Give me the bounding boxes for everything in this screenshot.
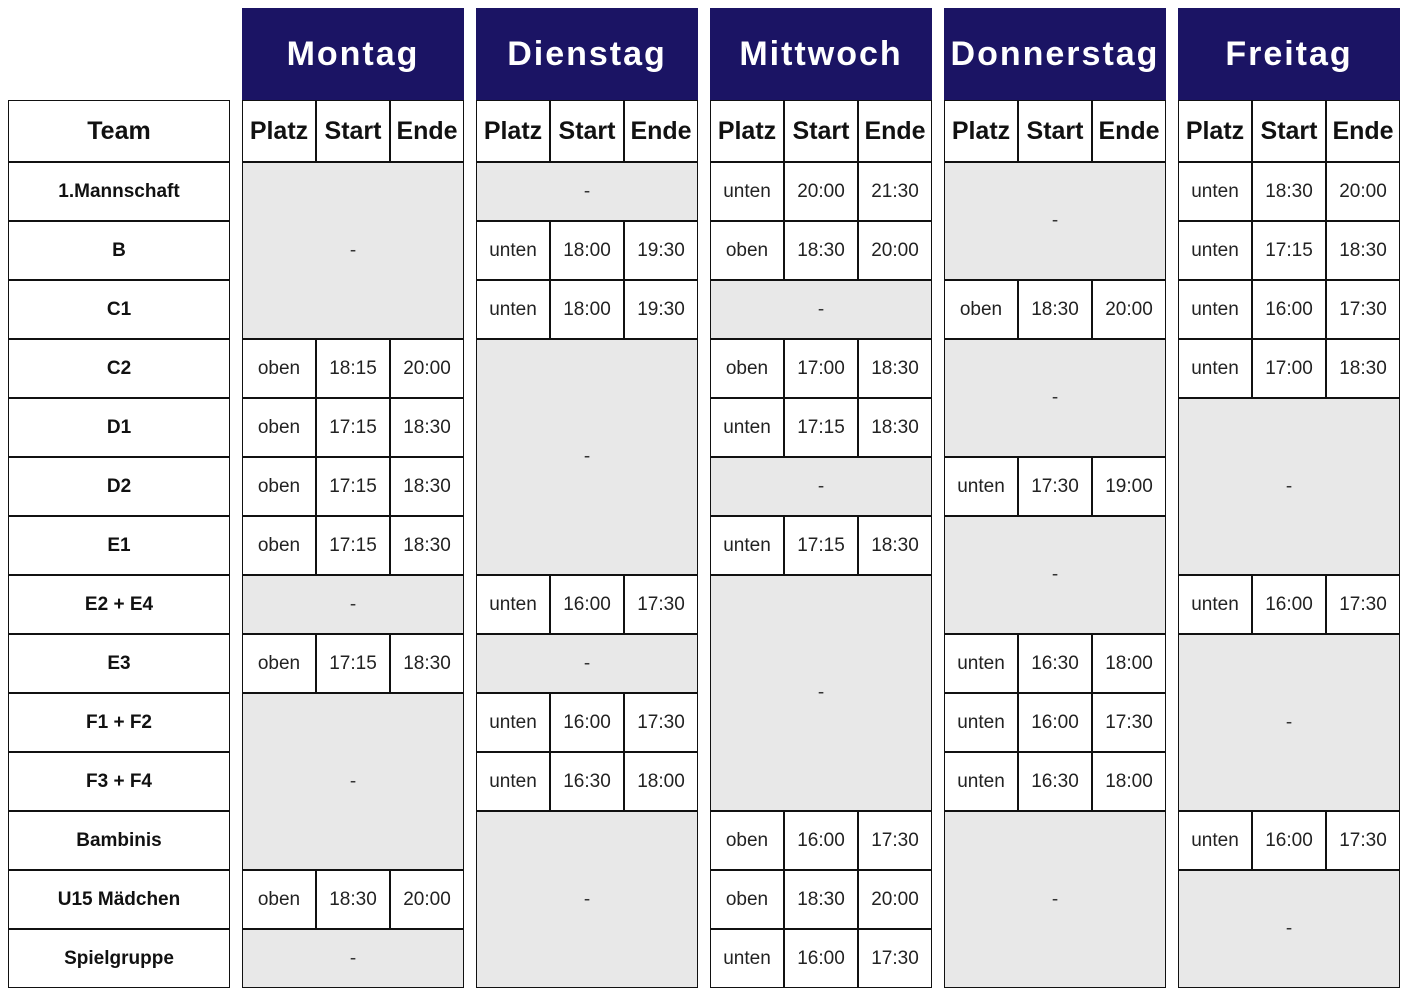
column-gap <box>464 634 476 693</box>
column-gap <box>698 398 710 457</box>
column-gap <box>464 516 476 575</box>
sub-header-start-freitag: Start <box>1252 100 1326 162</box>
sub-header-start-dienstag: Start <box>550 100 624 162</box>
column-gap <box>230 752 242 811</box>
ende-cell: 18:30 <box>858 339 932 398</box>
platz-cell: oben <box>710 339 784 398</box>
sub-header-platz-dienstag: Platz <box>476 100 550 162</box>
column-gap <box>1166 457 1178 516</box>
team-name-cell: F3 + F4 <box>8 752 230 811</box>
platz-cell: unten <box>710 516 784 575</box>
day-header-freitag: Freitag <box>1178 8 1400 100</box>
column-gap <box>1166 398 1178 457</box>
column-gap <box>464 162 476 221</box>
platz-cell: oben <box>242 457 316 516</box>
start-cell: 17:15 <box>316 457 390 516</box>
column-gap <box>698 634 710 693</box>
column-gap <box>698 221 710 280</box>
platz-cell: unten <box>476 280 550 339</box>
ende-cell: 21:30 <box>858 162 932 221</box>
platz-cell: oben <box>710 870 784 929</box>
ende-cell: 18:30 <box>390 634 464 693</box>
column-gap <box>698 280 710 339</box>
column-gap <box>932 516 944 575</box>
column-gap <box>464 280 476 339</box>
platz-cell: unten <box>476 221 550 280</box>
start-cell: 16:30 <box>1018 634 1092 693</box>
start-cell: 16:30 <box>550 752 624 811</box>
column-gap <box>1166 870 1178 929</box>
team-name-cell: D1 <box>8 398 230 457</box>
empty-slot-cell: - <box>944 811 1166 988</box>
column-gap <box>932 8 944 100</box>
start-cell: 17:15 <box>1252 221 1326 280</box>
empty-slot-cell: - <box>710 457 932 516</box>
ende-cell: 19:00 <box>1092 457 1166 516</box>
column-gap <box>230 162 242 221</box>
ende-cell: 20:00 <box>1092 280 1166 339</box>
column-gap <box>1166 162 1178 221</box>
empty-slot-cell: - <box>710 280 932 339</box>
column-gap <box>230 280 242 339</box>
column-gap <box>230 929 242 988</box>
start-cell: 16:00 <box>1252 811 1326 870</box>
start-cell: 16:00 <box>1252 575 1326 634</box>
ende-cell: 17:30 <box>1326 575 1400 634</box>
sub-header-ende-dienstag: Ende <box>624 100 698 162</box>
table-row <box>8 870 1400 929</box>
start-cell: 18:30 <box>316 870 390 929</box>
column-gap <box>464 100 476 162</box>
sub-header-start-donnerstag: Start <box>1018 100 1092 162</box>
ende-cell: 20:00 <box>858 221 932 280</box>
column-gap <box>932 280 944 339</box>
start-cell: 17:15 <box>316 634 390 693</box>
column-gap <box>464 221 476 280</box>
column-gap <box>1166 516 1178 575</box>
platz-cell: oben <box>242 516 316 575</box>
platz-cell: unten <box>710 929 784 988</box>
day-header-donnerstag: Donnerstag <box>944 8 1166 100</box>
ende-cell: 18:30 <box>390 516 464 575</box>
column-gap <box>698 870 710 929</box>
table-row <box>8 339 1400 398</box>
column-gap <box>230 100 242 162</box>
column-gap <box>1166 575 1178 634</box>
platz-cell: unten <box>1178 280 1252 339</box>
team-name-cell: E1 <box>8 516 230 575</box>
start-cell: 17:00 <box>1252 339 1326 398</box>
column-gap <box>698 575 710 634</box>
column-gap <box>932 870 944 929</box>
empty-slot-cell: - <box>944 516 1166 634</box>
column-gap <box>230 811 242 870</box>
ende-cell: 18:30 <box>858 516 932 575</box>
start-cell: 17:30 <box>1018 457 1092 516</box>
training-schedule-table <box>8 8 1400 988</box>
column-gap <box>1166 929 1178 988</box>
column-gap <box>932 575 944 634</box>
column-gap <box>464 8 476 100</box>
team-name-cell: C2 <box>8 339 230 398</box>
column-gap <box>464 929 476 988</box>
ende-cell: 19:30 <box>624 280 698 339</box>
sub-header-ende-montag: Ende <box>390 100 464 162</box>
empty-slot-cell: - <box>1178 398 1400 575</box>
table-row <box>8 162 1400 221</box>
empty-slot-cell: - <box>476 634 698 693</box>
start-cell: 17:15 <box>316 398 390 457</box>
ende-cell: 17:30 <box>624 693 698 752</box>
team-name-cell: 1.Mannschaft <box>8 162 230 221</box>
column-gap <box>464 693 476 752</box>
empty-slot-cell: - <box>710 575 932 811</box>
sub-header-platz-freitag: Platz <box>1178 100 1252 162</box>
team-name-cell: U15 Mädchen <box>8 870 230 929</box>
ende-cell: 17:30 <box>858 929 932 988</box>
empty-slot-cell: - <box>476 162 698 221</box>
column-gap <box>464 870 476 929</box>
column-gap <box>1166 8 1178 100</box>
team-name-cell: Bambinis <box>8 811 230 870</box>
platz-cell: unten <box>944 693 1018 752</box>
empty-slot-cell: - <box>242 693 464 870</box>
column-gap <box>932 398 944 457</box>
ende-cell: 18:00 <box>1092 634 1166 693</box>
sub-header-start-mittwoch: Start <box>784 100 858 162</box>
platz-cell: unten <box>710 162 784 221</box>
team-name-cell: C1 <box>8 280 230 339</box>
column-gap <box>1166 339 1178 398</box>
ende-cell: 18:30 <box>390 457 464 516</box>
column-gap <box>932 752 944 811</box>
ende-cell: 17:30 <box>1326 280 1400 339</box>
platz-cell: oben <box>944 280 1018 339</box>
start-cell: 18:00 <box>550 221 624 280</box>
column-gap <box>1166 752 1178 811</box>
start-cell: 16:00 <box>550 693 624 752</box>
platz-cell: unten <box>1178 811 1252 870</box>
column-gap <box>230 693 242 752</box>
column-gap <box>230 870 242 929</box>
platz-cell: oben <box>242 634 316 693</box>
column-gap <box>230 398 242 457</box>
ende-cell: 18:30 <box>858 398 932 457</box>
sub-header-row <box>8 100 1400 162</box>
empty-slot-cell: - <box>944 162 1166 280</box>
column-gap <box>230 634 242 693</box>
column-gap <box>698 516 710 575</box>
empty-slot-cell: - <box>242 575 464 634</box>
sub-header-platz-donnerstag: Platz <box>944 100 1018 162</box>
table-head <box>8 8 1400 162</box>
platz-cell: unten <box>476 693 550 752</box>
team-name-cell: E3 <box>8 634 230 693</box>
platz-cell: unten <box>944 752 1018 811</box>
sub-header-ende-mittwoch: Ende <box>858 100 932 162</box>
day-header-row <box>8 8 1400 100</box>
empty-slot-cell: - <box>944 339 1166 457</box>
platz-cell: unten <box>1178 162 1252 221</box>
column-gap <box>230 516 242 575</box>
team-name-cell: B <box>8 221 230 280</box>
column-gap <box>932 811 944 870</box>
sub-header-platz-mittwoch: Platz <box>710 100 784 162</box>
column-gap <box>698 929 710 988</box>
platz-cell: unten <box>1178 339 1252 398</box>
sub-header-ende-donnerstag: Ende <box>1092 100 1166 162</box>
start-cell: 17:00 <box>784 339 858 398</box>
ende-cell: 19:30 <box>624 221 698 280</box>
column-gap <box>698 100 710 162</box>
start-cell: 18:30 <box>784 221 858 280</box>
column-gap <box>230 575 242 634</box>
team-column-header: Team <box>8 100 230 162</box>
table-body <box>8 162 1400 988</box>
table-row <box>8 811 1400 870</box>
platz-cell: oben <box>710 221 784 280</box>
start-cell: 16:00 <box>784 811 858 870</box>
ende-cell: 17:30 <box>1326 811 1400 870</box>
column-gap <box>230 8 242 100</box>
column-gap <box>1166 221 1178 280</box>
platz-cell: unten <box>1178 575 1252 634</box>
column-gap <box>464 811 476 870</box>
column-gap <box>698 457 710 516</box>
team-name-cell: D2 <box>8 457 230 516</box>
platz-cell: oben <box>710 811 784 870</box>
table-row <box>8 221 1400 280</box>
column-gap <box>1166 634 1178 693</box>
empty-slot-cell: - <box>1178 870 1400 988</box>
column-gap <box>698 693 710 752</box>
column-gap <box>1166 100 1178 162</box>
column-gap <box>464 339 476 398</box>
column-gap <box>230 457 242 516</box>
start-cell: 18:30 <box>1018 280 1092 339</box>
start-cell: 18:00 <box>550 280 624 339</box>
column-gap <box>230 339 242 398</box>
sub-header-ende-freitag: Ende <box>1326 100 1400 162</box>
platz-cell: unten <box>1178 221 1252 280</box>
ende-cell: 20:00 <box>1326 162 1400 221</box>
start-cell: 16:00 <box>550 575 624 634</box>
day-header-dienstag: Dienstag <box>476 8 698 100</box>
column-gap <box>698 811 710 870</box>
ende-cell: 18:30 <box>1326 221 1400 280</box>
platz-cell: unten <box>476 575 550 634</box>
empty-slot-cell: - <box>476 811 698 988</box>
day-header-spacer <box>8 8 230 100</box>
start-cell: 17:15 <box>316 516 390 575</box>
column-gap <box>932 457 944 516</box>
empty-slot-cell: - <box>476 339 698 575</box>
table-row <box>8 398 1400 457</box>
start-cell: 16:00 <box>1252 280 1326 339</box>
platz-cell: oben <box>242 398 316 457</box>
column-gap <box>932 339 944 398</box>
ende-cell: 20:00 <box>390 339 464 398</box>
ende-cell: 18:00 <box>624 752 698 811</box>
sub-header-start-montag: Start <box>316 100 390 162</box>
column-gap <box>464 398 476 457</box>
column-gap <box>698 8 710 100</box>
day-header-mittwoch: Mittwoch <box>710 8 932 100</box>
column-gap <box>932 693 944 752</box>
empty-slot-cell: - <box>1178 634 1400 811</box>
column-gap <box>932 221 944 280</box>
sub-header-platz-montag: Platz <box>242 100 316 162</box>
ende-cell: 20:00 <box>390 870 464 929</box>
column-gap <box>464 457 476 516</box>
column-gap <box>698 752 710 811</box>
table-row <box>8 280 1400 339</box>
platz-cell: oben <box>242 870 316 929</box>
column-gap <box>1166 280 1178 339</box>
table-row <box>8 634 1400 693</box>
start-cell: 18:30 <box>1252 162 1326 221</box>
column-gap <box>932 929 944 988</box>
table-row <box>8 575 1400 634</box>
column-gap <box>932 634 944 693</box>
start-cell: 18:15 <box>316 339 390 398</box>
column-gap <box>464 575 476 634</box>
column-gap <box>932 100 944 162</box>
column-gap <box>698 162 710 221</box>
start-cell: 20:00 <box>784 162 858 221</box>
ende-cell: 17:30 <box>858 811 932 870</box>
platz-cell: unten <box>944 457 1018 516</box>
team-name-cell: Spielgruppe <box>8 929 230 988</box>
empty-slot-cell: - <box>242 162 464 339</box>
ende-cell: 17:30 <box>624 575 698 634</box>
ende-cell: 18:30 <box>1326 339 1400 398</box>
column-gap <box>464 752 476 811</box>
platz-cell: unten <box>944 634 1018 693</box>
column-gap <box>1166 693 1178 752</box>
platz-cell: oben <box>242 339 316 398</box>
column-gap <box>1166 811 1178 870</box>
ende-cell: 18:30 <box>390 398 464 457</box>
start-cell: 16:00 <box>784 929 858 988</box>
ende-cell: 17:30 <box>1092 693 1166 752</box>
empty-slot-cell: - <box>242 929 464 988</box>
column-gap <box>932 162 944 221</box>
start-cell: 17:15 <box>784 516 858 575</box>
start-cell: 16:00 <box>1018 693 1092 752</box>
start-cell: 17:15 <box>784 398 858 457</box>
start-cell: 16:30 <box>1018 752 1092 811</box>
platz-cell: unten <box>476 752 550 811</box>
column-gap <box>230 221 242 280</box>
ende-cell: 20:00 <box>858 870 932 929</box>
platz-cell: unten <box>710 398 784 457</box>
team-name-cell: F1 + F2 <box>8 693 230 752</box>
ende-cell: 18:00 <box>1092 752 1166 811</box>
start-cell: 18:30 <box>784 870 858 929</box>
day-header-montag: Montag <box>242 8 464 100</box>
team-name-cell: E2 + E4 <box>8 575 230 634</box>
column-gap <box>698 339 710 398</box>
